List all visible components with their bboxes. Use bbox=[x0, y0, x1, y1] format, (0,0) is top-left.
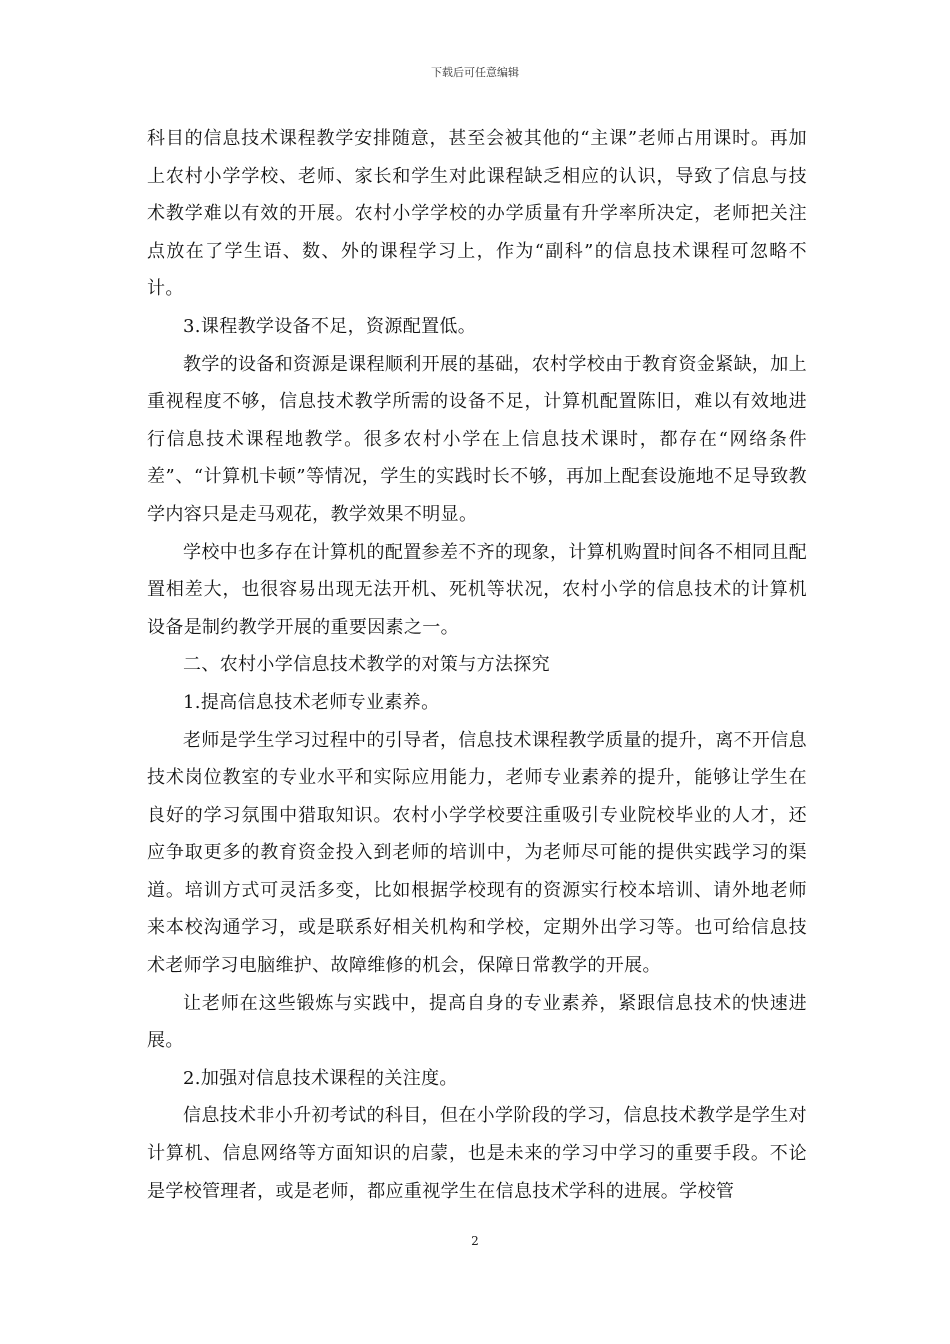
paragraph-3: 教学的设备和资源是课程顺利开展的基础，农村学校由于教育资金紧缺，加上重视程度不够，信息技术教学所需的设备不足，计算机配置陈旧，难以有效地进行信息技术课程地教学。很多农村小学在上信息技术课时，都存在“网络条件差”、“计算机卡顿”等情况，学生的实践时长不够，再加上配套设施地不足导致教学内容只是走马观花，教学效果不明显。 bbox=[147, 353, 807, 525]
paragraph-1: 科目的信息技术课程教学安排随意，甚至会被其他的“主课”老师占用课时。再加上农村小学学校、老师、家长和学生对此课程缺乏相应的认识，导致了信息与技术教学难以有效的开展。农村小学学校的办学质量有升学率所决定，老师把关注点放在了学生语、数、外的课程学习上，作为“副科”的信息技术课程可忽略不计。 bbox=[147, 128, 807, 300]
paragraph-4: 学校中也多存在计算机的配置参差不齐的现象，计算机购置时间各不相同且配置相差大，也很容易出现无法开机、死机等状况，农村小学的信息技术的计算机设备是制约教学开展的重要因素之一。 bbox=[147, 541, 807, 638]
page-header: 下载后可任意编辑 bbox=[431, 66, 519, 79]
section-heading: 二、农村小学信息技术教学的对策与方法探究 bbox=[183, 654, 550, 676]
paragraph-7: 老师是学生学习过程中的引导者，信息技术课程教学质量的提升，离不开信息技术岗位教室的专业水平和实际应用能力，老师专业素养的提升，能够让学生在良好的学习氛围中猎取知识。农村小学学校要注重吸引专业院校毕业的人才，还应争取更多的教育资金投入到老师的培训中，为老师尽可能的提供实践学习的渠道。培训方式可灵活多变，比如根据学校现有的资源实行校本培训、请外地老师来本校沟通学习，或是联系好相关机构和学校，定期外出学习等。也可给信息技术老师学习电脑维护、故障维修的机会，保障日常教学的开展。 bbox=[147, 729, 807, 977]
page-number: 2 bbox=[471, 1234, 479, 1248]
paragraph-2-heading: 3.课程教学设备不足，资源配置低。 bbox=[183, 315, 477, 337]
document-body bbox=[147, 120, 807, 1210]
paragraph-9-heading: 2.加强对信息技术课程的关注度。 bbox=[183, 1067, 458, 1089]
paragraph-10: 信息技术非小升初考试的科目，但在小学阶段的学习，信息技术教学是学生对计算机、信息网络等方面知识的启蒙，也是未来的学习中学习的重要手段。不论是学校管理者，或是老师，都应重视学生在信息技术学科的进展。学校管 bbox=[147, 1105, 807, 1202]
paragraph-8: 让老师在这些锻炼与实践中，提高自身的专业素养，紧跟信息技术的快速进展。 bbox=[147, 992, 807, 1052]
paragraph-6-heading: 1.提高信息技术老师专业素养。 bbox=[183, 691, 440, 713]
